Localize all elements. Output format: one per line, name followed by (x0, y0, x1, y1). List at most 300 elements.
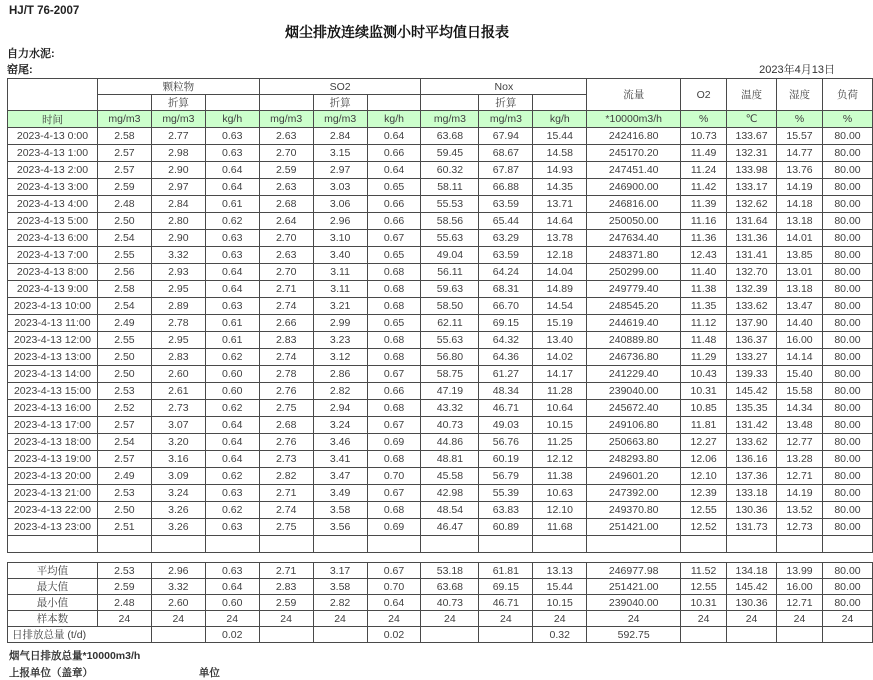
data-cell: 250663.80 (587, 434, 681, 451)
data-cell: 13.78 (533, 230, 587, 247)
summary-cell: 145.42 (727, 579, 777, 595)
data-cell: 55.63 (421, 230, 479, 247)
data-cell: 13.18 (777, 213, 823, 230)
data-cell: 2.70 (259, 230, 313, 247)
data-cell: 12.10 (681, 468, 727, 485)
summary-cell: 24 (151, 611, 205, 627)
group-header-o2: O2 (681, 79, 727, 111)
data-cell: 2.55 (97, 247, 151, 264)
data-cell: 80.00 (822, 502, 872, 519)
data-cell: 0.67 (367, 366, 421, 383)
summary-cell: 239040.00 (587, 595, 681, 611)
data-cell: 80.00 (822, 366, 872, 383)
data-cell: 66.70 (479, 298, 533, 315)
data-cell: 2023-4-13 6:00 (8, 230, 98, 247)
daily-total-cell (313, 627, 367, 643)
data-cell: 44.86 (421, 434, 479, 451)
summary-cell: 2.60 (151, 595, 205, 611)
data-cell: 0.64 (205, 264, 259, 281)
data-cell: 2.74 (259, 349, 313, 366)
data-cell: 2.93 (151, 264, 205, 281)
data-cell: 0.68 (367, 451, 421, 468)
data-cell: 49.04 (421, 247, 479, 264)
summary-cell: 2.48 (97, 595, 151, 611)
daily-total-cell: 0.02 (205, 627, 259, 643)
data-cell: 10.31 (681, 383, 727, 400)
data-cell: 2.57 (97, 451, 151, 468)
summary-cell: 69.15 (479, 579, 533, 595)
data-cell: 249370.80 (587, 502, 681, 519)
summary-cell: 24 (205, 611, 259, 627)
data-cell: 249106.80 (587, 417, 681, 434)
data-cell: 2.77 (151, 128, 205, 145)
data-cell: 12.06 (681, 451, 727, 468)
table-header (8, 79, 873, 128)
table-row (8, 162, 873, 179)
data-cell: 247451.40 (587, 162, 681, 179)
data-cell: 130.36 (727, 502, 777, 519)
data-cell: 244619.40 (587, 315, 681, 332)
data-cell: 14.64 (533, 213, 587, 230)
data-cell: 64.32 (479, 332, 533, 349)
data-cell: 10.63 (533, 485, 587, 502)
data-cell: 14.04 (533, 264, 587, 281)
data-cell: 12.71 (777, 468, 823, 485)
data-cell: 80.00 (822, 451, 872, 468)
summary-cell: 0.64 (367, 595, 421, 611)
table-row (8, 434, 873, 451)
data-cell: 12.77 (777, 434, 823, 451)
unit-header: mg/m3 (479, 111, 533, 128)
data-cell: 11.39 (681, 196, 727, 213)
data-cell: 58.56 (421, 213, 479, 230)
data-cell: 13.85 (777, 247, 823, 264)
data-cell: 2.63 (259, 179, 313, 196)
summary-cell: 3.32 (151, 579, 205, 595)
data-cell: 0.63 (205, 145, 259, 162)
data-cell: 0.65 (367, 247, 421, 264)
data-cell: 58.50 (421, 298, 479, 315)
daily-total-cell (421, 627, 479, 643)
summary-cell: 24 (479, 611, 533, 627)
data-cell: 2.50 (97, 213, 151, 230)
unit-header: % (681, 111, 727, 128)
data-cell: 0.67 (367, 230, 421, 247)
data-cell: 2023-4-13 21:00 (8, 485, 98, 502)
data-cell: 2.50 (97, 502, 151, 519)
data-cell: 3.07 (151, 417, 205, 434)
summary-cell: 15.44 (533, 579, 587, 595)
summary-cell: 61.81 (479, 563, 533, 579)
data-cell: 133.62 (727, 298, 777, 315)
data-cell: 0.70 (367, 468, 421, 485)
data-cell: 2.68 (259, 196, 313, 213)
data-cell: 2.97 (313, 162, 367, 179)
data-cell: 67.87 (479, 162, 533, 179)
data-cell: 0.61 (205, 315, 259, 332)
data-cell: 0.64 (205, 451, 259, 468)
data-cell: 14.35 (533, 179, 587, 196)
daily-total-label: 日排放总量 (t/d) (8, 627, 152, 643)
data-cell: 0.67 (367, 417, 421, 434)
data-cell: 13.48 (777, 417, 823, 434)
daily-total-cell (479, 627, 533, 643)
summary-cell: 样本数 (8, 611, 98, 627)
data-cell: 2.53 (97, 485, 151, 502)
data-cell: 2023-4-13 11:00 (8, 315, 98, 332)
data-cell: 3.16 (151, 451, 205, 468)
data-cell: 2.48 (97, 196, 151, 213)
data-cell: 80.00 (822, 145, 872, 162)
unit-header: % (777, 111, 823, 128)
data-cell: 137.36 (727, 468, 777, 485)
table-row (8, 468, 873, 485)
data-cell: 0.62 (205, 213, 259, 230)
summary-cell: 246977.98 (587, 563, 681, 579)
summary-cell: 3.58 (313, 579, 367, 595)
data-cell: 45.58 (421, 468, 479, 485)
summary-cell: 80.00 (822, 579, 872, 595)
data-cell: 3.21 (313, 298, 367, 315)
data-cell: 10.85 (681, 400, 727, 417)
data-cell: 2.84 (313, 128, 367, 145)
units-header-row (8, 111, 873, 128)
data-cell: 11.38 (533, 468, 587, 485)
data-cell: 80.00 (822, 468, 872, 485)
data-cell: 132.39 (727, 281, 777, 298)
table-row (8, 502, 873, 519)
data-cell: 60.32 (421, 162, 479, 179)
summary-cell: 24 (727, 611, 777, 627)
data-cell: 80.00 (822, 400, 872, 417)
data-cell: 3.11 (313, 264, 367, 281)
data-cell: 2.83 (259, 332, 313, 349)
data-cell: 0.63 (205, 230, 259, 247)
table-row (8, 536, 873, 553)
hourly-rows (8, 128, 873, 553)
converted-label-nox: 折算 (479, 95, 533, 111)
data-cell: 12.73 (777, 519, 823, 536)
data-cell: 2023-4-13 7:00 (8, 247, 98, 264)
data-cell: 63.83 (479, 502, 533, 519)
data-cell: 13.52 (777, 502, 823, 519)
data-cell (479, 536, 533, 553)
data-cell: 0.60 (205, 366, 259, 383)
data-cell: 0.63 (205, 519, 259, 536)
group-header-load: 负荷 (822, 79, 872, 111)
summary-cell: 24 (681, 611, 727, 627)
data-cell: 63.59 (479, 247, 533, 264)
data-cell: 2.73 (151, 400, 205, 417)
data-cell: 65.44 (479, 213, 533, 230)
data-cell: 136.16 (727, 451, 777, 468)
data-cell: 80.00 (822, 247, 872, 264)
group-header-nox: Nox (421, 79, 587, 95)
summary-cell: 2.83 (259, 579, 313, 595)
data-cell (259, 536, 313, 553)
summary-cell: 平均值 (8, 563, 98, 579)
data-cell: 2.57 (97, 145, 151, 162)
data-cell: 15.44 (533, 128, 587, 145)
data-cell: 2.76 (259, 434, 313, 451)
data-cell: 2.50 (97, 366, 151, 383)
data-cell: 80.00 (822, 485, 872, 502)
summary-table (7, 562, 873, 643)
data-cell: 133.27 (727, 349, 777, 366)
data-cell: 3.41 (313, 451, 367, 468)
data-cell: 80.00 (822, 162, 872, 179)
data-cell: 2.78 (151, 315, 205, 332)
data-cell: 0.64 (367, 128, 421, 145)
data-cell: 133.18 (727, 485, 777, 502)
data-cell: 14.19 (777, 179, 823, 196)
unit-header: kg/h (367, 111, 421, 128)
summary-cell: 80.00 (822, 563, 872, 579)
unit-header: mg/m3 (97, 111, 151, 128)
data-cell: 2.98 (151, 145, 205, 162)
summary-cell: 12.55 (681, 579, 727, 595)
table-row (8, 128, 873, 145)
data-cell: 2.50 (97, 349, 151, 366)
data-cell: 48.81 (421, 451, 479, 468)
data-cell: 3.49 (313, 485, 367, 502)
data-cell: 0.64 (205, 162, 259, 179)
data-cell: 131.41 (727, 247, 777, 264)
data-cell: 80.00 (822, 434, 872, 451)
data-cell: 40.73 (421, 417, 479, 434)
data-cell: 2023-4-13 1:00 (8, 145, 98, 162)
table-row (8, 451, 873, 468)
daily-total-cell (681, 627, 727, 643)
data-cell: 3.40 (313, 247, 367, 264)
data-cell: 2.74 (259, 502, 313, 519)
data-cell: 2.60 (151, 366, 205, 383)
data-cell: 68.67 (479, 145, 533, 162)
data-cell: 2.58 (97, 281, 151, 298)
summary-cell: 46.71 (479, 595, 533, 611)
data-cell: 0.63 (205, 128, 259, 145)
data-cell: 56.80 (421, 349, 479, 366)
summary-cell: 16.00 (777, 579, 823, 595)
data-cell: 12.43 (681, 247, 727, 264)
data-cell: 12.10 (533, 502, 587, 519)
data-cell: 2.76 (259, 383, 313, 400)
subheader-row (7, 61, 835, 77)
data-cell: 131.36 (727, 230, 777, 247)
data-cell: 132.70 (727, 264, 777, 281)
data-cell: 11.38 (681, 281, 727, 298)
data-cell: 0.61 (205, 196, 259, 213)
summary-row (8, 563, 873, 579)
data-cell: 43.32 (421, 400, 479, 417)
data-cell: 64.24 (479, 264, 533, 281)
data-cell: 133.62 (727, 434, 777, 451)
data-cell: 80.00 (822, 281, 872, 298)
data-cell: 2.74 (259, 298, 313, 315)
unit-header: mg/m3 (313, 111, 367, 128)
empty-cell (259, 95, 313, 111)
data-cell: 2.80 (151, 213, 205, 230)
reporting-unit-row (9, 665, 873, 680)
data-cell: 11.68 (533, 519, 587, 536)
data-cell: 80.00 (822, 298, 872, 315)
report-date: 2023年4月13日 (759, 64, 835, 76)
data-cell: 2023-4-13 14:00 (8, 366, 98, 383)
data-cell: 59.45 (421, 145, 479, 162)
data-cell: 0.69 (367, 434, 421, 451)
data-cell: 2023-4-13 3:00 (8, 179, 98, 196)
data-cell: 2.54 (97, 434, 151, 451)
data-cell: 46.71 (479, 400, 533, 417)
data-cell: 3.24 (313, 417, 367, 434)
data-cell: 3.24 (151, 485, 205, 502)
data-cell: 11.28 (533, 383, 587, 400)
data-cell: 15.58 (777, 383, 823, 400)
data-cell: 3.56 (313, 519, 367, 536)
data-cell: 247392.00 (587, 485, 681, 502)
summary-cell: 2.82 (313, 595, 367, 611)
data-cell: 58.75 (421, 366, 479, 383)
unit-header: mg/m3 (259, 111, 313, 128)
data-cell: 42.98 (421, 485, 479, 502)
table-row (8, 519, 873, 536)
reporting-unit-label: 上报单位（盖章） (9, 667, 93, 679)
data-cell: 2.71 (259, 281, 313, 298)
empty-cell (97, 95, 151, 111)
summary-cell: 251421.00 (587, 579, 681, 595)
data-cell: 131.73 (727, 519, 777, 536)
summary-cell: 11.52 (681, 563, 727, 579)
data-cell: 12.27 (681, 434, 727, 451)
data-cell: 2023-4-13 4:00 (8, 196, 98, 213)
data-cell: 14.14 (777, 349, 823, 366)
data-cell: 0.63 (205, 298, 259, 315)
data-cell: 2.83 (151, 349, 205, 366)
report-footer (7, 648, 873, 680)
data-cell: 2.64 (259, 213, 313, 230)
data-cell: 60.19 (479, 451, 533, 468)
data-cell: 14.89 (533, 281, 587, 298)
data-cell: 0.68 (367, 400, 421, 417)
data-cell: 2.66 (259, 315, 313, 332)
data-cell: 0.65 (367, 179, 421, 196)
data-cell: 63.68 (421, 128, 479, 145)
data-cell: 2.63 (259, 128, 313, 145)
summary-cell: 24 (421, 611, 479, 627)
summary-cell: 24 (313, 611, 367, 627)
group-header-row (8, 79, 873, 95)
summary-cell: 最小值 (8, 595, 98, 611)
data-cell: 3.46 (313, 434, 367, 451)
flue-gas-total-note: 烟气日排放总量*10000m3/h (9, 650, 141, 662)
data-cell: 250299.00 (587, 264, 681, 281)
data-cell (97, 536, 151, 553)
data-cell: 2.55 (97, 332, 151, 349)
data-cell: 0.63 (205, 485, 259, 502)
data-cell: 2023-4-13 20:00 (8, 468, 98, 485)
data-cell: 245672.40 (587, 400, 681, 417)
summary-cell: 0.64 (205, 579, 259, 595)
unit-header: mg/m3 (421, 111, 479, 128)
unit-header: ℃ (727, 111, 777, 128)
data-cell: 3.23 (313, 332, 367, 349)
data-cell: 11.24 (681, 162, 727, 179)
data-cell: 61.27 (479, 366, 533, 383)
daily-total-row (8, 627, 873, 643)
data-cell: 2023-4-13 18:00 (8, 434, 98, 451)
data-cell: 248545.20 (587, 298, 681, 315)
data-cell: 14.40 (777, 315, 823, 332)
empty-cell (421, 95, 479, 111)
hourly-data-table (7, 78, 873, 553)
data-cell: 0.66 (367, 196, 421, 213)
data-cell: 248371.80 (587, 247, 681, 264)
data-cell: 13.01 (777, 264, 823, 281)
data-cell: 55.53 (421, 196, 479, 213)
data-cell: 2023-4-13 22:00 (8, 502, 98, 519)
data-cell: 2.53 (97, 383, 151, 400)
data-cell: 2.94 (313, 400, 367, 417)
data-cell: 2.96 (313, 213, 367, 230)
data-cell: 11.36 (681, 230, 727, 247)
data-cell: 247634.40 (587, 230, 681, 247)
data-cell: 13.18 (777, 281, 823, 298)
data-cell: 136.37 (727, 332, 777, 349)
daily-total-cell (727, 627, 777, 643)
data-cell: 2.58 (97, 128, 151, 145)
data-cell: 13.28 (777, 451, 823, 468)
data-cell: 2.75 (259, 519, 313, 536)
data-cell: 2.68 (259, 417, 313, 434)
data-cell: 241229.40 (587, 366, 681, 383)
data-cell: 11.40 (681, 264, 727, 281)
unit-header: mg/m3 (151, 111, 205, 128)
daily-total-cell: 592.75 (587, 627, 681, 643)
data-cell: 239040.00 (587, 383, 681, 400)
table-row (8, 145, 873, 162)
data-cell: 3.32 (151, 247, 205, 264)
group-header-so2: SO2 (259, 79, 421, 95)
report-title: 烟尘排放连续监测小时平均值日报表 (285, 24, 509, 40)
unit-header: % (822, 111, 872, 128)
data-cell: 80.00 (822, 230, 872, 247)
time-header-spacer (8, 79, 98, 111)
group-header-temp: 温度 (727, 79, 777, 111)
summary-cell: 24 (587, 611, 681, 627)
data-cell: 2.61 (151, 383, 205, 400)
summary-cell: 2.59 (259, 595, 313, 611)
data-cell: 131.42 (727, 417, 777, 434)
data-cell: 2.51 (97, 519, 151, 536)
data-cell: 2.71 (259, 485, 313, 502)
data-cell: 246736.80 (587, 349, 681, 366)
data-cell: 0.61 (205, 332, 259, 349)
table-row (8, 179, 873, 196)
data-cell: 11.25 (533, 434, 587, 451)
summary-row (8, 579, 873, 595)
table-row (8, 349, 873, 366)
data-cell: 139.33 (727, 366, 777, 383)
data-cell: 2.54 (97, 298, 151, 315)
data-cell: 80.00 (822, 417, 872, 434)
data-cell: 0.64 (205, 434, 259, 451)
table-row (8, 264, 873, 281)
daily-total-cell (259, 627, 313, 643)
unit-header: kg/h (533, 111, 587, 128)
summary-cell: 63.68 (421, 579, 479, 595)
data-cell: 11.16 (681, 213, 727, 230)
data-cell: 66.88 (479, 179, 533, 196)
